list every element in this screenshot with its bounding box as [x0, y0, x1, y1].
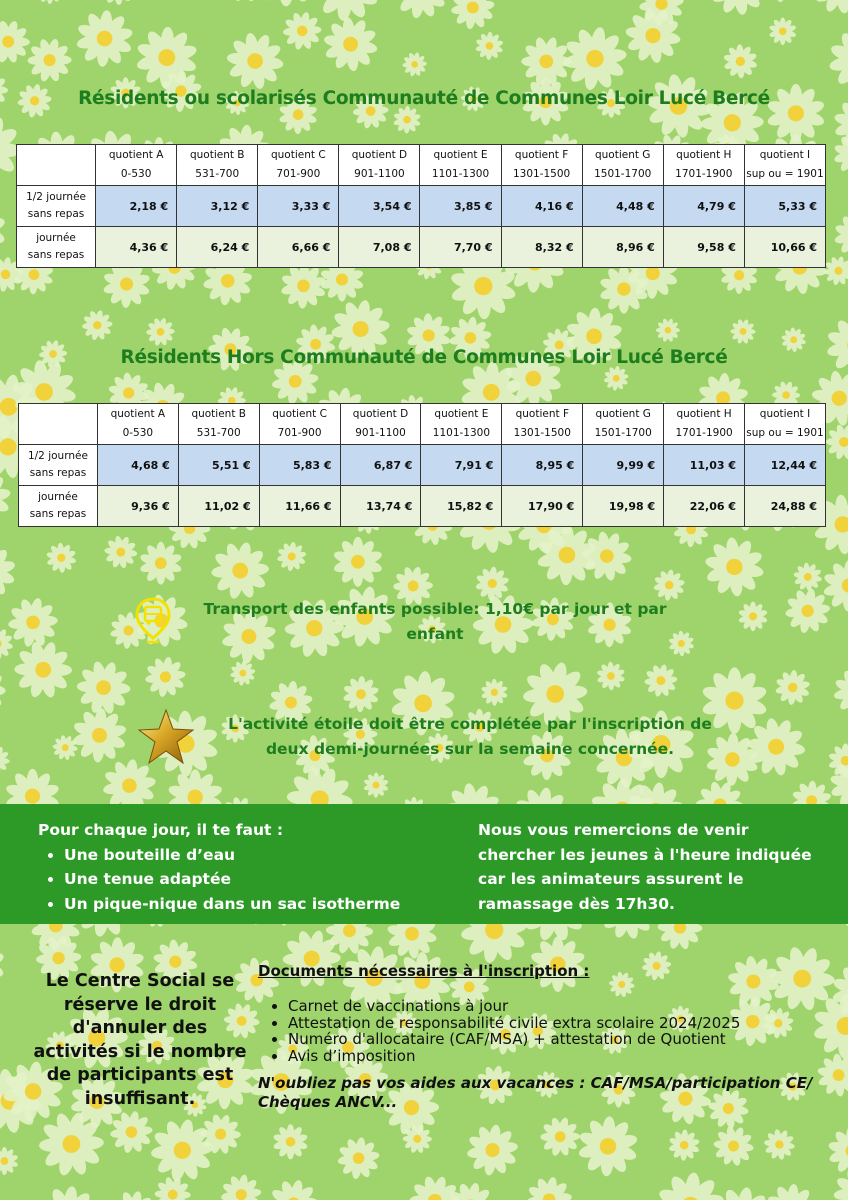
reserve-line: de participants est — [46, 1065, 234, 1085]
daisy-flower — [774, 669, 812, 707]
daisy-flower — [334, 1134, 383, 1182]
daisy-flower — [653, 315, 684, 345]
reserve-line: d'annuler des — [72, 1018, 208, 1038]
quotient-name: quotient E — [433, 149, 488, 161]
daisy-flower — [463, 1121, 522, 1180]
daisy-flower — [653, 1169, 728, 1200]
reserve-line: Le Centre Social se — [45, 971, 235, 991]
quotient-range: 0-530 — [122, 427, 154, 439]
daisy-flower — [831, 665, 848, 717]
quotient-header — [259, 404, 340, 445]
daisy-flower — [358, 767, 394, 803]
star-activity-note — [205, 712, 735, 762]
table-row — [17, 227, 826, 268]
reserve-line: réserve le droit — [63, 994, 217, 1015]
daisy-flower — [833, 133, 848, 175]
quotient-range: sup ou = 1901 — [746, 427, 824, 439]
row-label — [17, 227, 96, 268]
row-label — [17, 186, 96, 227]
price-cell: 2,18 € — [96, 186, 177, 227]
list-item: • Un pique-nique dans un sac isotherme — [64, 892, 400, 917]
price-cell: 7,70 € — [420, 227, 501, 268]
quotient-name: quotient A — [108, 149, 164, 161]
cancellation-notice — [22, 970, 258, 1111]
quotient-range: 1701-1900 — [675, 427, 733, 439]
list-item: • Numéro d'allocataire (CAF/MSA) + attestation de Quotient — [288, 1031, 828, 1048]
price-cell: 11,02 € — [178, 486, 259, 527]
pickup-line: ramassage dès 17h30. — [478, 894, 675, 913]
daily-needs — [38, 818, 400, 916]
daily-needs-title: Pour chaque jour, il te faut : — [38, 821, 284, 839]
quotient-range: 1101-1300 — [432, 427, 491, 439]
quotient-header — [664, 404, 745, 445]
daisy-flower — [393, 105, 422, 134]
quotient-header — [582, 145, 663, 186]
pickup-note — [478, 818, 828, 916]
quotient-name: quotient C — [270, 149, 326, 161]
tariff-table-residents — [16, 144, 826, 268]
quotient-range: 531-700 — [195, 168, 240, 180]
list-item: • Attestation de responsabilité civile extra scolaire 2024/2025 — [288, 1015, 828, 1032]
row-label-line: 1/2 journée — [27, 450, 88, 462]
daisy-flower — [400, 50, 430, 80]
star-note-line-2: deux demi-journées sur la semaine concernée. — [265, 740, 675, 758]
row-label-line: sans repas — [27, 249, 85, 261]
quotient-header — [502, 404, 583, 445]
price-cell: 6,87 € — [340, 445, 421, 486]
documents-list — [258, 998, 828, 1064]
quotient-header — [178, 404, 259, 445]
daisy-flower — [156, 0, 209, 1]
daisy-flower — [694, 526, 776, 607]
daisy-flower — [0, 543, 17, 599]
daisy-flower — [30, 0, 69, 10]
quotient-name: quotient A — [110, 408, 166, 420]
daisy-flower — [333, 537, 384, 587]
reserve-line: activités si le nombre — [33, 1041, 247, 1062]
quotient-range: 901-1100 — [355, 427, 406, 439]
price-cell: 6,24 € — [177, 227, 258, 268]
daisy-flower — [522, 1173, 576, 1200]
list-item: • Une tenue adaptée — [64, 867, 400, 892]
quotient-header — [421, 404, 502, 445]
quotient-name: quotient F — [514, 149, 569, 161]
daisy-flower — [241, 0, 333, 20]
row-label — [19, 445, 98, 486]
daisy-flower — [228, 659, 257, 688]
daisy-flower — [99, 530, 143, 574]
daisy-flower — [0, 741, 15, 778]
daisy-flower — [804, 0, 848, 23]
transport-line-1: Transport des enfants possible: 1,10€ par jour et par — [203, 600, 667, 618]
price-cell: 24,88 € — [745, 486, 826, 527]
row-label-line: journée — [38, 491, 78, 503]
daisy-flower — [79, 307, 116, 344]
bus-pin-icon — [134, 596, 174, 644]
table-corner — [17, 145, 96, 186]
quotient-range: 701-900 — [277, 427, 322, 439]
daisy-flower — [35, 1182, 102, 1200]
daisy-flower — [70, 706, 129, 764]
daisy-flower — [565, 1104, 650, 1189]
daisy-flower — [699, 0, 776, 25]
price-cell: 22,06 € — [664, 486, 745, 527]
price-cell: 11,66 € — [259, 486, 340, 527]
daisy-flower — [275, 540, 308, 573]
documents-title: Documents nécessaires à l'inscription : — [258, 962, 590, 980]
daisy-flower — [266, 1117, 316, 1166]
holiday-aid-note — [258, 1074, 828, 1112]
quotient-header — [177, 145, 258, 186]
daisy-flower — [641, 661, 681, 700]
price-cell: 9,58 € — [663, 227, 744, 268]
daisy-flower — [727, 315, 759, 347]
price-cell: 3,12 € — [177, 186, 258, 227]
daisy-flower — [529, 0, 571, 5]
price-cell: 13,74 € — [340, 486, 421, 527]
quotient-header — [745, 404, 826, 445]
price-cell: 8,96 € — [582, 227, 663, 268]
daisy-flower — [0, 1147, 19, 1175]
daisy-flower — [448, 0, 499, 32]
daisy-flower — [535, 1112, 585, 1162]
quotient-range: 531-700 — [196, 427, 241, 439]
quotient-header — [340, 404, 421, 445]
price-cell: 8,32 € — [501, 227, 582, 268]
price-cell: 11,03 € — [664, 445, 745, 486]
table-row — [17, 186, 826, 227]
quotient-name: quotient F — [515, 408, 569, 420]
info-band — [0, 804, 848, 924]
quotient-range: 0-530 — [120, 168, 152, 180]
price-cell: 5,33 € — [744, 186, 825, 227]
daisy-flower — [662, 1123, 706, 1167]
daily-needs-list — [38, 843, 400, 917]
quotient-header — [258, 145, 339, 186]
daisy-flower — [217, 1171, 264, 1200]
transport-line-2: enfant — [406, 625, 464, 643]
quotient-name: quotient D — [351, 149, 408, 161]
tariff-table-non-residents — [18, 403, 826, 527]
quotient-range: 901-1100 — [354, 168, 405, 180]
quotient-header — [97, 404, 178, 445]
price-cell: 9,99 € — [583, 445, 664, 486]
daisy-flower — [758, 0, 805, 3]
daisy-flower — [106, 1186, 161, 1200]
daisy-flower — [279, 262, 328, 310]
list-item: • Carnet de vaccinations à jour — [288, 998, 828, 1015]
price-cell: 15,82 € — [421, 486, 502, 527]
row-label-line: sans repas — [27, 208, 85, 220]
quotient-header — [501, 145, 582, 186]
daisy-flower — [279, 8, 326, 55]
list-item: • Une bouteille d’eau — [64, 843, 400, 868]
daisy-flower — [389, 0, 453, 23]
price-cell: 4,48 € — [582, 186, 663, 227]
row-label-line: sans repas — [29, 467, 87, 479]
quotient-header — [96, 145, 177, 186]
gold-star-icon — [136, 708, 196, 766]
price-cell: 7,91 € — [421, 445, 502, 486]
daisy-flower — [0, 0, 7, 9]
price-cell: 4,79 € — [663, 186, 744, 227]
aid-line-1: N'oubliez pas vos aides aux vacances : CAF/MSA/participation CE/ — [258, 1074, 813, 1092]
price-cell: 10,66 € — [744, 227, 825, 268]
quotient-range: 1501-1700 — [594, 168, 652, 180]
table-corner — [19, 404, 98, 445]
quotient-header — [339, 145, 420, 186]
daisy-flower — [0, 660, 12, 721]
quotient-header — [744, 145, 825, 186]
daisy-flower — [826, 27, 848, 93]
quotient-name: quotient H — [676, 149, 732, 161]
pickup-line: chercher les jeunes à l'heure indiquée — [478, 845, 812, 864]
aid-line-2: Chèques ANCV... — [258, 1093, 398, 1111]
quotient-range: 1501-1700 — [594, 427, 652, 439]
list-item: • Avis d’imposition — [288, 1048, 828, 1065]
daisy-flower — [591, 656, 631, 696]
quotient-name: quotient B — [191, 408, 246, 420]
daisy-flower — [314, 7, 388, 81]
quotient-name: quotient G — [595, 408, 651, 420]
quotient-name: quotient D — [352, 408, 409, 420]
quotient-header — [663, 145, 744, 186]
quotient-name: quotient I — [759, 408, 811, 420]
quotient-name: quotient I — [759, 149, 811, 161]
daisy-flower — [558, 22, 633, 96]
daisy-flower — [707, 1119, 760, 1172]
price-cell: 4,16 € — [501, 186, 582, 227]
daisy-flower — [92, 0, 142, 12]
table-row — [19, 486, 826, 527]
quotient-range: 1701-1900 — [675, 168, 733, 180]
quotient-name: quotient H — [676, 408, 732, 420]
price-cell: 7,08 € — [339, 227, 420, 268]
price-cell: 6,66 € — [258, 227, 339, 268]
quotient-range: 1101-1300 — [431, 168, 490, 180]
section2-title: Résidents Hors Communauté de Communes Loir Lucé Bercé — [120, 347, 728, 368]
quotient-range: sup ou = 1901 — [746, 168, 824, 180]
daisy-flower — [40, 537, 82, 579]
daisy-flower — [585, 0, 624, 4]
daisy-flower — [763, 1181, 820, 1200]
quotient-range: 1301-1500 — [513, 427, 571, 439]
daisy-flower — [788, 557, 827, 596]
star-note-line-1: L'activité étoile doit être complétée par l'inscription de — [228, 715, 712, 733]
row-label — [19, 486, 98, 527]
daisy-flower — [106, 1107, 157, 1157]
price-cell: 4,36 € — [96, 227, 177, 268]
price-cell: 4,68 € — [97, 445, 178, 486]
quotient-name: quotient G — [594, 149, 651, 161]
reserve-line: insuffisant. — [84, 1088, 196, 1109]
price-cell: 9,36 € — [97, 486, 178, 527]
row-label-line: 1/2 journée — [26, 191, 87, 203]
quotient-range: 701-900 — [276, 168, 321, 180]
daisy-flower — [264, 1175, 324, 1200]
price-cell: 5,51 € — [178, 445, 259, 486]
row-label-line: journée — [36, 232, 76, 244]
daisy-flower — [738, 602, 768, 632]
daisy-flower — [73, 8, 135, 70]
daisy-flower — [143, 314, 179, 349]
daisy-flower — [833, 212, 848, 258]
price-cell: 5,83 € — [259, 445, 340, 486]
daisy-flower — [769, 17, 797, 45]
daisy-flower — [214, 0, 277, 9]
daisy-flower — [819, 1117, 848, 1184]
pickup-line: car les animateurs assurent le — [478, 870, 744, 888]
price-cell: 8,95 € — [502, 445, 583, 486]
daisy-flower — [351, 1193, 413, 1200]
price-cell: 3,54 € — [339, 186, 420, 227]
quotient-name: quotient C — [272, 408, 327, 420]
quotient-range: 1301-1500 — [512, 168, 571, 180]
daisy-flower — [470, 26, 510, 66]
daisy-flower — [142, 653, 189, 700]
daisy-flower — [476, 674, 514, 712]
daisy-flower — [0, 199, 7, 262]
transport-note — [180, 597, 690, 647]
price-cell: 12,44 € — [745, 445, 826, 486]
quotient-name: quotient E — [434, 408, 489, 420]
daisy-flower — [759, 1124, 801, 1165]
daisy-flower — [205, 536, 276, 606]
daisy-flower — [0, 923, 17, 1006]
quotient-name: quotient B — [189, 149, 245, 161]
daisy-flower — [3, 593, 63, 653]
quotient-header — [420, 145, 501, 186]
daisy-flower — [22, 33, 78, 88]
price-cell: 3,85 € — [420, 186, 501, 227]
row-label-line: sans repas — [29, 508, 87, 520]
price-cell: 19,98 € — [583, 486, 664, 527]
price-cell: 17,90 € — [502, 486, 583, 527]
pickup-line: Nous vous remercions de venir — [478, 821, 749, 839]
daisy-flower — [48, 731, 82, 764]
daisy-flower — [602, 364, 630, 392]
price-cell: 3,33 € — [258, 186, 339, 227]
daisy-flower — [717, 38, 764, 85]
quotient-header — [583, 404, 664, 445]
required-documents — [258, 962, 828, 1112]
table-row — [19, 445, 826, 486]
section1-title: Résidents ou scolarisés Communauté de Communes Loir Lucé Bercé — [78, 88, 770, 109]
